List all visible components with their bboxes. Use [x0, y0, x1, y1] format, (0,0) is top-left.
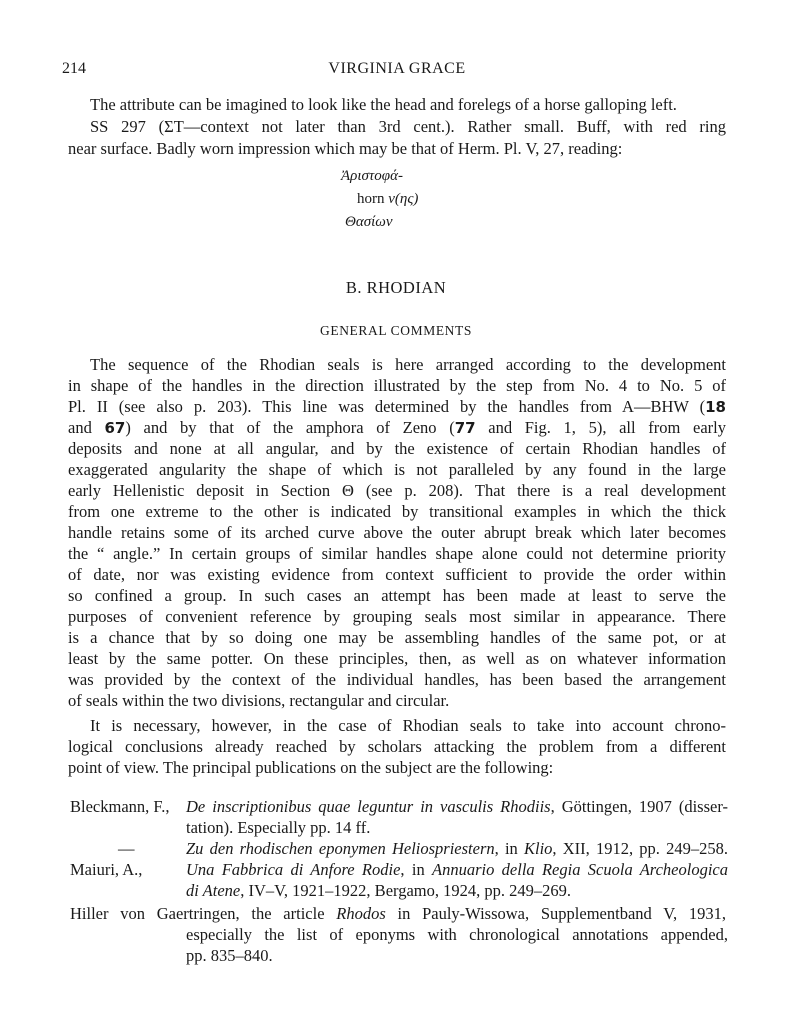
bib-entry-maiuri-cont: di Atene, IV–V, 1921–1922, Bergamo, 1924, pp. 249–269.: [186, 881, 571, 900]
bold-ref-67: 67: [104, 419, 126, 437]
section-title: B. RHODIAN: [345, 278, 447, 297]
bib-title-zu: Zu den rhodischen eponymen Heliospriestern: [186, 839, 495, 858]
para1-line-10: the “ angle.” In certain groups of similar handles shape alone could not determine priority: [68, 544, 726, 563]
subsection-title: GENERAL COMMENTS: [320, 323, 472, 338]
para1-line-2: in shape of the handles in the direction illustrated by the step from No. 4 to No. 5 of: [68, 376, 726, 395]
stamp-line-3: Θασίων: [345, 214, 393, 230]
bib-entry-zu: Zu den rhodischen eponymen Heliospriestern, in Klio, XII, 1912, pp. 249–258.: [186, 839, 728, 858]
para2-line-3: point of view. The principal publications on the subject are the following:: [68, 758, 554, 777]
para1-line-1: The sequence of the Rhodian seals is here arranged according to the development: [90, 355, 726, 374]
para2-line-2: logical conclusions already reached by scholars attacking the problem from a different: [68, 737, 726, 756]
para1-line-3: Pl. II (see also p. 203). This line was determined by the handles from A—BHW (18: [68, 397, 726, 416]
para1-line-6: exaggerated angularity the shape of which is not paralleled by any found in the large: [68, 460, 726, 479]
para1-line-15: least by the same potter. On these principles, then, as well as on whatever information: [68, 649, 726, 668]
para1-line-9: handle retains some of its arched curve above the outer abrupt break which later becomes: [68, 523, 726, 542]
stamp-line-1: Ἀριστοφά-: [341, 168, 403, 184]
para1-line-14: is a chance that by so doing one may be assembling handles of the same pot, or at: [68, 628, 726, 647]
running-title: VIRGINIA GRACE: [328, 60, 466, 77]
para1-line-4: and 67) and by that of the amphora of Zeno (77 and Fig. 1, 5), all from early: [68, 418, 726, 437]
bib-title-rhodos: Rhodos: [336, 904, 386, 923]
bib-journal-klio: Klio: [523, 839, 553, 858]
intro-line-1: The attribute can be imagined to look like the head and forelegs of a horse galloping left.: [90, 95, 677, 114]
para1-line-16: was provided by the context of the individual handles, has been based the arrangement: [68, 670, 726, 689]
bib-entry-bleckmann: De inscriptionibus quae leguntur in vasculis Rhodiis, Göttingen, 1907 (disser-: [186, 797, 728, 816]
stamp-line-2: [357, 191, 418, 208]
bib-dash: —: [118, 839, 135, 858]
bib-title-bleckmann: De inscriptionibus quae leguntur in vasculis Rhodiis: [186, 797, 551, 816]
bib-entry-hiller-line-3: pp. 835–840.: [186, 946, 273, 965]
para1-line-5: deposits and none at all angular, and by the existence of certain Rhodian handles of: [68, 439, 726, 458]
bib-title-maiuri: Una Fabbrica di Anfore Rodie: [186, 860, 401, 879]
para1-line-12: so confined a group. In such cases an attempt has been made at least to serve the: [68, 586, 726, 605]
page-number: 214: [62, 60, 86, 77]
bib-entry-maiuri: Una Fabbrica di Anfore Rodie, in Annuario della Regia Scuola Archeologica: [186, 860, 728, 879]
para1-line-7: early Hellenistic deposit in Section Θ (see p. 208). That there is a real development: [68, 481, 726, 500]
stamp-line-2-greek: ν(ης): [388, 191, 419, 207]
bold-ref-18: 18: [705, 398, 726, 416]
para1-line-17: of seals within the two divisions, rectangular and circular.: [68, 691, 450, 710]
bib-author-bleckmann: Bleckmann, F.,: [70, 797, 170, 816]
para1-line-11: of date, nor was existing evidence from context sufficient to provide the order within: [68, 565, 726, 584]
bold-ref-77: 77: [454, 419, 476, 437]
bib-journal-annuario: Annuario della Regia Scuola Archeologica: [432, 860, 728, 879]
bib-entry-hiller: Hiller von Gaertringen, the article Rhodos in Pauly-Wissowa, Supplementband V, 1931,: [70, 904, 726, 923]
para1-line-8: from one extreme to the other is indicated by transitional examples in which the thick: [68, 502, 726, 521]
bib-entry-bleckmann-cont: tation). Especially pp. 14 ff.: [186, 818, 371, 837]
bib-author-maiuri: Maiuri, A.,: [70, 860, 143, 879]
intro-line-3: near surface. Badly worn impression which may be that of Herm. Pl. V, 27, reading:: [68, 139, 623, 158]
para1-line-13: purposes of convenient reference by grouping seals most similar in appearance. There: [68, 607, 726, 626]
intro-line-2: SS 297 (ΣT—context not later than 3rd cent.). Rather small. Buff, with red ring: [90, 117, 726, 136]
stamp-line-2-plain: horn: [357, 191, 385, 207]
bib-entry-hiller-line-2: especially the list of eponyms with chronological annotations appended,: [186, 925, 728, 944]
para2-line-1: It is necessary, however, in the case of Rhodian seals to take into account chrono-: [90, 716, 726, 735]
page-header: [62, 60, 732, 80]
